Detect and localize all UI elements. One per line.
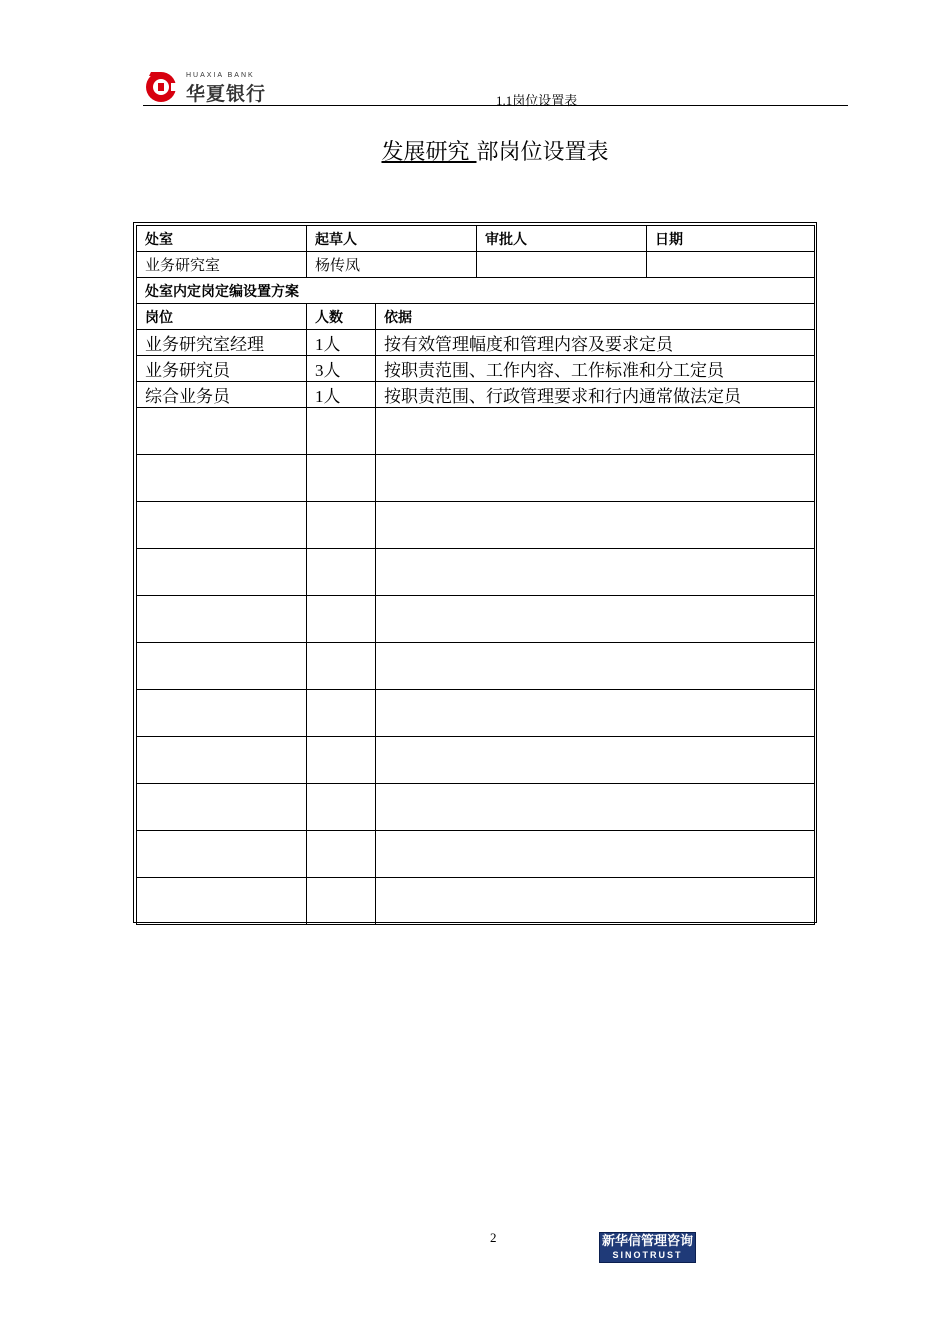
plan-title-row [137, 278, 815, 304]
summary-value-approver [477, 252, 647, 278]
empty-cell [376, 502, 815, 549]
page-title-gap [470, 140, 477, 165]
summary-header-date: 日期 [647, 226, 815, 252]
empty-cell [137, 455, 307, 502]
empty-row [137, 549, 815, 596]
position-table-frame [133, 222, 817, 923]
sinotrust-logo [599, 1232, 696, 1263]
header-caption: 1.1岗位设置表 [496, 93, 578, 108]
summary-value-row [137, 252, 815, 278]
summary-header-office: 处室 [137, 226, 307, 252]
empty-cell [376, 690, 815, 737]
empty-row [137, 643, 815, 690]
empty-cell [376, 737, 815, 784]
empty-row [137, 737, 815, 784]
empty-cell [376, 408, 815, 455]
position-count: 3人 [307, 356, 376, 382]
empty-row [137, 408, 815, 455]
empty-row [137, 690, 815, 737]
empty-cell [137, 502, 307, 549]
positions-header-basis: 依据 [376, 304, 815, 330]
empty-cell [307, 690, 376, 737]
positions-header-post: 岗位 [137, 304, 307, 330]
empty-cell [137, 737, 307, 784]
summary-value-drafter: 杨传凤 [307, 252, 477, 278]
table-row [137, 356, 815, 382]
empty-cell [376, 831, 815, 878]
empty-cell [137, 831, 307, 878]
summary-value-office: 业务研究室 [137, 252, 307, 278]
summary-header-drafter: 起草人 [307, 226, 477, 252]
plan-title: 处室内定岗定编设置方案 [137, 278, 815, 304]
empty-cell [376, 784, 815, 831]
position-basis: 按有效管理幅度和管理内容及要求定员 [376, 330, 815, 356]
logo-text-en: HUAXIA BANK [186, 72, 255, 79]
position-count: 1人 [307, 330, 376, 356]
empty-cell [137, 643, 307, 690]
empty-cell [137, 878, 307, 925]
empty-row [137, 878, 815, 925]
empty-cell [137, 408, 307, 455]
header-divider [143, 105, 848, 106]
empty-cell [307, 643, 376, 690]
empty-cell [307, 831, 376, 878]
position-post: 业务研究室经理 [137, 330, 307, 356]
empty-cell [376, 455, 815, 502]
page-title-department: 发展研究 [381, 140, 470, 165]
summary-header-approver: 审批人 [477, 226, 647, 252]
sinotrust-logo-en: SINOTRUST [612, 1250, 683, 1260]
empty-cell [307, 408, 376, 455]
empty-cell [137, 596, 307, 643]
positions-header-count: 人数 [307, 304, 376, 330]
summary-header-row [137, 226, 815, 252]
empty-row [137, 784, 815, 831]
logo-text-cn: 华夏银行 [186, 83, 267, 105]
empty-cell [376, 643, 815, 690]
empty-cell [376, 596, 815, 643]
empty-cell [376, 549, 815, 596]
empty-cell [307, 596, 376, 643]
summary-value-date [647, 252, 815, 278]
page-number: 2 [490, 1230, 497, 1245]
table-row [137, 330, 815, 356]
empty-cell [137, 549, 307, 596]
empty-row [137, 455, 815, 502]
position-post: 综合业务员 [137, 382, 307, 408]
empty-cell [307, 737, 376, 784]
position-post: 业务研究员 [137, 356, 307, 382]
empty-row [137, 596, 815, 643]
empty-cell [137, 784, 307, 831]
empty-cell [376, 878, 815, 925]
empty-cell [137, 690, 307, 737]
sinotrust-logo-cn: 新华信管理咨询 [601, 1234, 693, 1249]
table-row [137, 382, 815, 408]
position-basis: 按职责范围、行政管理要求和行内通常做法定员 [376, 382, 815, 408]
position-table [136, 225, 815, 925]
empty-cell [307, 502, 376, 549]
empty-cell [307, 549, 376, 596]
empty-cell [307, 784, 376, 831]
page-title-rest: 部岗位设置表 [476, 140, 609, 165]
position-count: 1人 [307, 382, 376, 408]
position-basis: 按职责范围、工作内容、工作标准和分工定员 [376, 356, 815, 382]
positions-header-row [137, 304, 815, 330]
empty-cell [307, 455, 376, 502]
huaxia-logo-icon [143, 68, 179, 104]
page-title [0, 135, 950, 166]
empty-row [137, 831, 815, 878]
empty-row [137, 502, 815, 549]
empty-cell [307, 878, 376, 925]
